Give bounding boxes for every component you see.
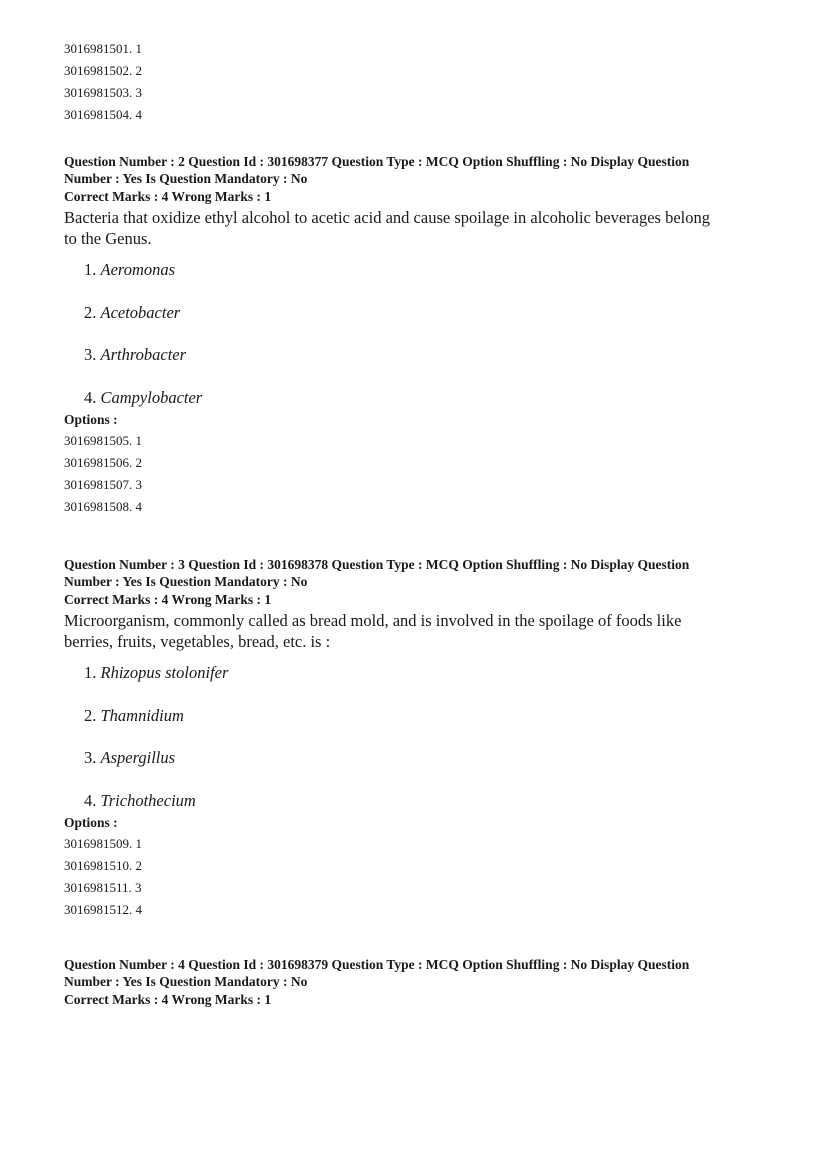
answer-choices [84,662,794,811]
option-id-line: 3016981512. 4 [64,901,142,917]
option-id-line: 3016981510. 2 [64,857,142,873]
question-text-line: Microorganism, commonly called as bread mold, and is involved in the spoilage of foods like [64,611,682,630]
option-id-line: 3016981511. 3 [64,879,142,895]
options-label: Options : [64,411,118,427]
option-id-line: 3016981508. 4 [64,498,142,514]
question-meta-line: Question Number : 3 Question Id : 301698378 Question Type : MCQ Option Shuffling : No Display Question [64,557,690,572]
q1-options-list [64,38,794,126]
options-label: Options : [64,814,118,830]
option-id-line: 3016981502. 2 [64,63,142,78]
option-id-line: 3016981506. 2 [64,454,142,470]
question-text [64,207,794,249]
option-id-line: 3016981507. 3 [64,476,142,492]
answer-choices [84,259,794,408]
option-id-line: 3016981503. 3 [64,85,142,100]
answer-choice: 4. Trichothecium [84,790,196,810]
answer-choice: 1. Rhizopus stolonifer [84,663,229,682]
question-meta-line: Question Number : 2 Question Id : 301698377 Question Type : MCQ Option Shuffling : No Display Question [64,154,690,169]
answer-choice: 4. Campylobacter [84,387,203,407]
question-text-line: berries, fruits, vegetables, bread, etc. is : [64,632,331,651]
question-text [64,610,794,652]
question-text-line: Bacteria that oxidize ethyl alcohol to acetic acid and cause spoilage in alcoholic beverages belong [64,208,710,227]
question-meta-line: Number : Yes Is Question Mandatory : No [64,974,308,989]
answer-choice: 1. Aeromonas [84,260,176,279]
answer-choice: 3. Arthrobacter [84,345,187,364]
option-id-line: 3016981505. 1 [64,432,142,448]
question-meta-line: Number : Yes Is Question Mandatory : No [64,171,308,186]
option-id-line: 3016981509. 1 [64,835,142,851]
question-marks: Correct Marks : 4 Wrong Marks : 1 [64,992,272,1007]
question-4 [64,956,794,1010]
question-meta-line: Question Number : 4 Question Id : 301698379 Question Type : MCQ Option Shuffling : No Display Question [64,957,690,972]
answer-choice: 2. Acetobacter [84,302,181,322]
question-3 [64,556,794,921]
answer-choice: 2. Thamnidium [84,705,184,725]
option-id-line: 3016981504. 4 [64,107,142,122]
question-text-line: to the Genus. [64,229,152,248]
question-2 [64,153,794,518]
question-meta-line: Number : Yes Is Question Mandatory : No [64,574,308,589]
question-marks: Correct Marks : 4 Wrong Marks : 1 [64,189,272,204]
answer-choice: 3. Aspergillus [84,748,176,767]
option-id-line: 3016981501. 1 [64,41,142,56]
question-marks: Correct Marks : 4 Wrong Marks : 1 [64,592,272,607]
